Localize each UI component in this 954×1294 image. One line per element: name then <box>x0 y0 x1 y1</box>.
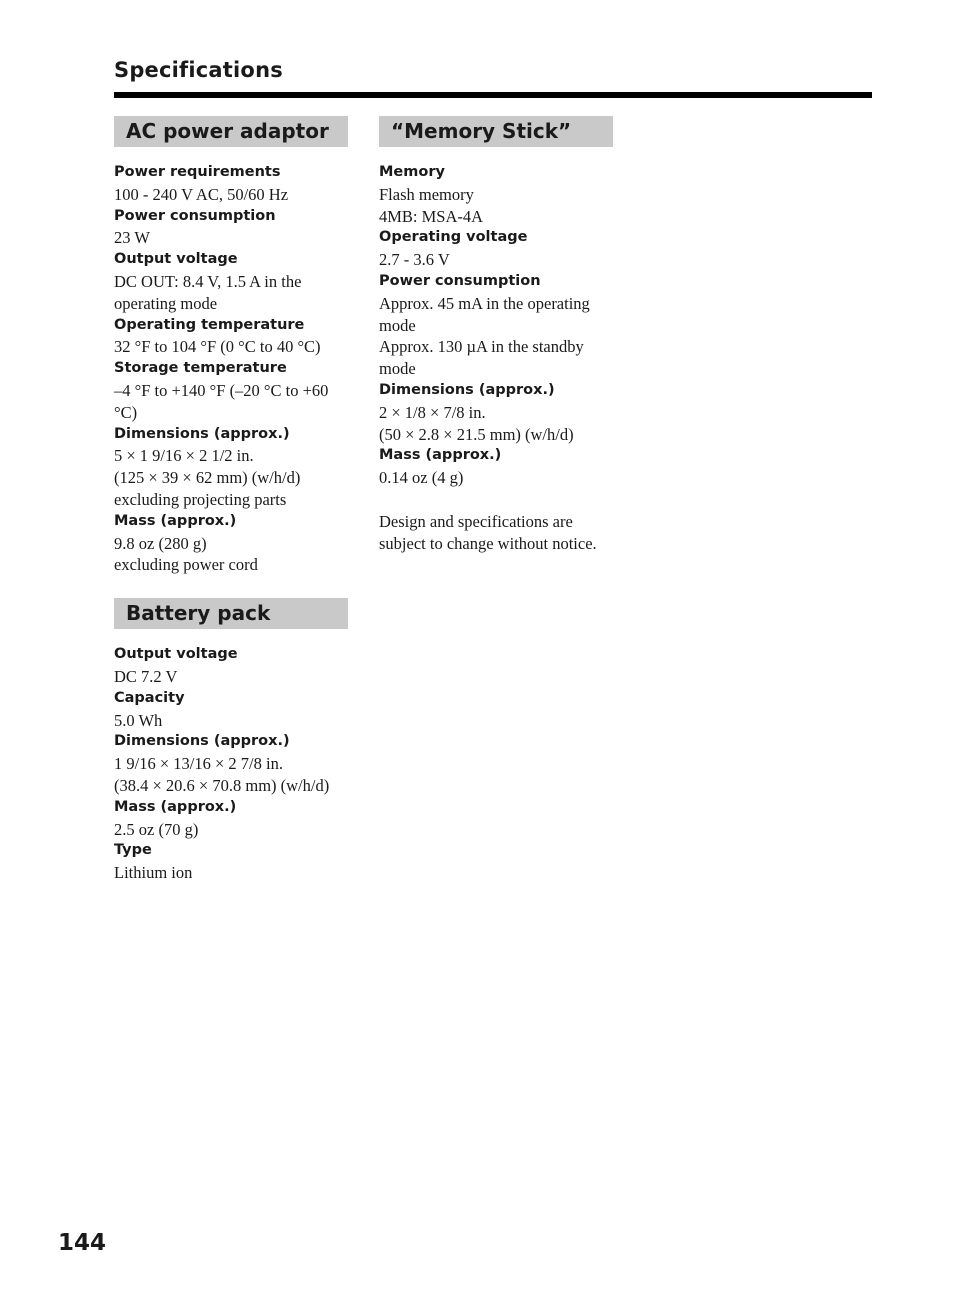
spec-value: Lithium ion <box>114 863 193 883</box>
spec-value: (50 × 2.8 × 21.5 mm) (w/h/d) <box>379 424 574 444</box>
section-heading-ac-power-adaptor: AC power adaptor <box>114 116 348 147</box>
spec-value: 2.5 oz (70 g) <box>114 819 199 839</box>
spec-label: Power consumption <box>379 272 541 289</box>
spec-label: Dimensions (approx.) <box>114 425 290 442</box>
section-heading-battery-pack: Battery pack <box>114 598 348 629</box>
spec-list <box>114 162 348 576</box>
spec-value: (38.4 × 20.6 × 70.8 mm) (w/h/d) <box>114 775 330 795</box>
spec-value: (125 × 39 × 62 mm) (w/h/d) <box>114 468 301 488</box>
spec-label: Dimensions (approx.) <box>114 733 290 750</box>
spec-label: Mass (approx.) <box>114 798 237 815</box>
spec-value: –4 °F to +140 °F (–20 °C to +60 °C) <box>114 380 329 422</box>
spec-label: Power requirements <box>114 164 281 180</box>
spec-label: Capacity <box>114 689 185 706</box>
spec-label: Type <box>114 842 152 859</box>
ac-power-adaptor-section <box>114 116 348 576</box>
spec-label: Operating voltage <box>379 229 528 246</box>
spec-value: DC OUT: 8.4 V, 1.5 A in the operating mode <box>114 271 302 313</box>
memory-stick-section <box>379 116 613 554</box>
spec-label: Mass (approx.) <box>379 447 502 464</box>
spec-value: 5.0 Wh <box>114 710 163 730</box>
spec-value: 2 × 1/8 × 7/8 in. <box>379 402 486 422</box>
spec-value: excluding power cord <box>114 555 258 575</box>
spec-label: Operating temperature <box>114 316 305 333</box>
spec-label: Mass (approx.) <box>114 512 237 529</box>
spec-label: Output voltage <box>114 251 238 268</box>
page-header-title: Specifications <box>114 58 283 82</box>
spec-value: DC 7.2 V <box>114 666 178 686</box>
spec-value: excluding projecting parts <box>114 489 287 509</box>
spec-value: Flash memory <box>379 184 474 204</box>
right-column <box>379 116 613 576</box>
spec-label: Output voltage <box>114 646 238 663</box>
spec-label: Power consumption <box>114 207 276 224</box>
spec-label: Storage temperature <box>114 360 287 377</box>
spec-value: 100 - 240 V AC, 50/60 Hz <box>114 184 289 204</box>
header-rule <box>114 92 872 98</box>
spec-value: 9.8 oz (280 g) <box>114 533 207 553</box>
spec-value: 0.14 oz (4 g) <box>379 468 464 488</box>
section-heading-memory-stick: “Memory Stick” <box>379 116 613 147</box>
spec-value: Approx. 45 mA in the operating mode <box>379 293 590 335</box>
spec-list <box>114 644 348 884</box>
spec-label: Dimensions (approx.) <box>379 381 555 398</box>
page-number: 144 <box>58 1230 107 1256</box>
battery-pack-section <box>114 598 348 884</box>
spec-list <box>379 162 613 489</box>
spec-value: 2.7 - 3.6 V <box>379 250 450 270</box>
spec-label: Memory <box>379 164 445 180</box>
spec-value: 5 × 1 9/16 × 2 1/2 in. <box>114 446 254 466</box>
spec-value: 4MB: MSA-4A <box>379 206 484 226</box>
spec-value: 23 W <box>114 228 150 248</box>
spec-value: Approx. 130 µA in the standby mode <box>379 337 584 379</box>
spec-value: 1 9/16 × 13/16 × 2 7/8 in. <box>114 754 283 774</box>
spec-value: 32 °F to 104 °F (0 °C to 40 °C) <box>114 337 321 357</box>
specification-note: Design and specifications are subject to change without notice. <box>379 511 597 553</box>
left-column <box>114 116 348 906</box>
